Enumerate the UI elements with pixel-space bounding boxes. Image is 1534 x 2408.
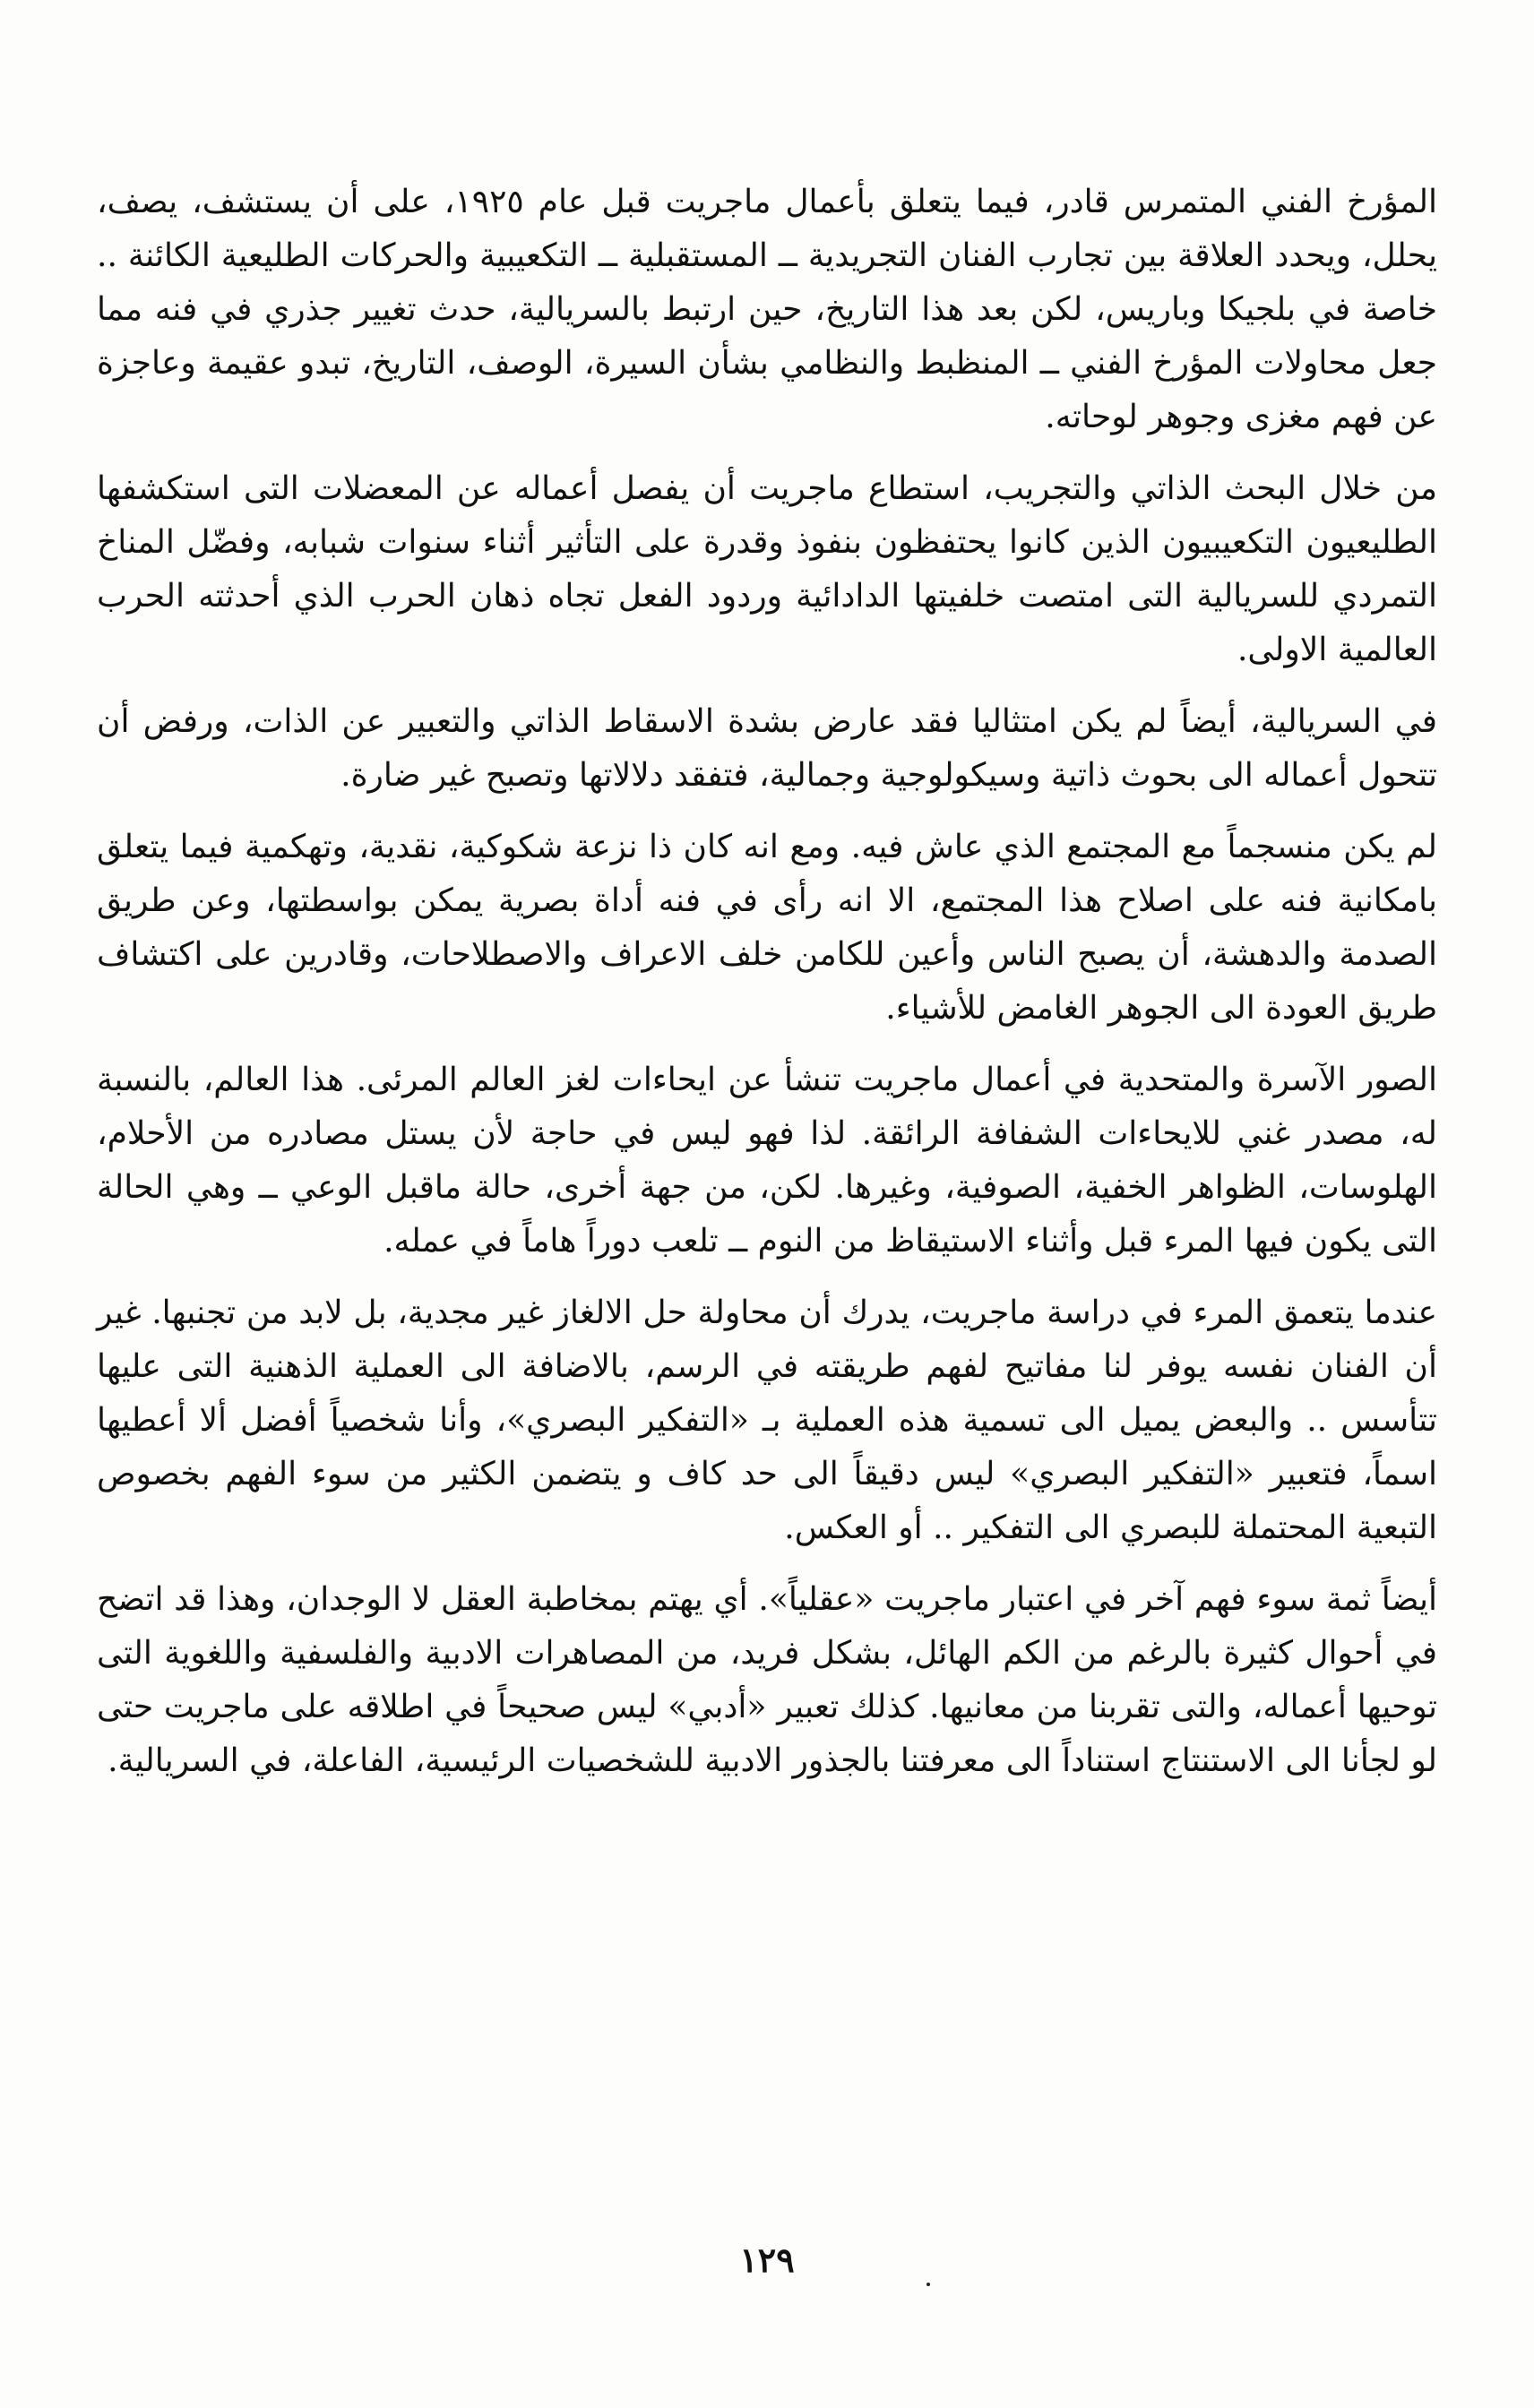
page-number: ١٢٩ xyxy=(739,2240,795,2280)
paragraph-5: الصور الآسرة والمتحدية في أعمال ماجريت تنشأ عن ايحاءات لغز العالم المرئى. هذا العالم، بالنسبة له، مصدر غني للايحاءات الشفافة الرائقة. لذا فهو ليس في حاجة لأن يستل مصادره من الأحلام، الهلوسات، الظواهر الخفية، الصوفية، وغيرها. لكن، من جهة أخرى، حالة ماقبل الوعي ــ وهي الحالة التى يكون فيها المرء قبل وأثناء الاستيقاظ من النوم ــ تلعب دوراً هاماً في عمله. xyxy=(97,1062,1437,1260)
paragraph-1: المؤرخ الفني المتمرس قادر، فيما يتعلق بأعمال ماجريت قبل عام ١٩٢٥، على أن يستشف، يصف، يحلل، ويحدد العلاقة بين تجارب الفنان التجريدية ــ المستقبلية ــ التكعيبية والحركات الطليعية الكائنة .. خاصة في بلجيكا وباريس، لكن بعد هذا التاريخ، حين ارتبط بالسريالية، حدث تغيير جذري في فنه مما جعل محاولات المؤرخ الفني ــ المنظبط والنظامي بشأن السيرة، الوصف، التاريخ، تبدو عقيمة وعاجزة عن فهم مغزى وجوهر لوحاته. xyxy=(97,184,1438,435)
body-text xyxy=(97,176,1437,1806)
paragraph-6: عندما يتعمق المرء في دراسة ماجريت، يدرك أن محاولة حل الالغاز غير مجدية، بل لابد من تجنبها. غير أن الفنان نفسه يوفر لنا مفاتيح لفهم طريقته في الرسم، بالاضافة الى العملية الذهنية التى عليها تتأسس .. والبعض يميل الى تسمية هذه العملية بـ «التفكير البصري»، وأنا شخصياً أفضل ألا أعطيها اسماً، فتعبير «التفكير البصري» ليس دقيقاً الى حد كاف و يتضمن الكثير من سوء الفهم بخصوص التبعية المحتملة للبصري الى التفكير .. أو العكس. xyxy=(97,1294,1438,1546)
paragraph-7: أيضاً ثمة سوء فهم آخر في اعتبار ماجريت «عقلياً». أي يهتم بمخاطبة العقل لا الوجدان، وهذا قد اتضح في أحوال كثيرة بالرغم من الكم الهائل، بشكل فريد، من المصاهرات الادبية والفلسفية واللغوية التى توحيها أعماله، والتى تقربنا من معانيها. كذلك تعبير «أدبي» ليس صحيحاً في اطلاقه على ماجريت حتى لو لجأنا الى الاستنتاج استناداً الى معرفتنا بالجذور الادبية للشخصيات الرئيسية، الفاعلة، في السريالية. xyxy=(97,1581,1438,1779)
scan-speck xyxy=(926,2283,930,2286)
paragraph-4: لم يكن منسجماً مع المجتمع الذي عاش فيه. ومع انه كان ذا نزعة شكوكية، نقدية، وتهكمية فيما يتعلق بامكانية فنه على اصلاح هذا المجتمع، الا انه رأى في فنه أداة بصرية يمكن بواسطتها، وعن طريق الصدمة والدهشة، أن يصبح الناس وأعين للكامن خلف الاعراف والاصطلاحات، وقادرين على اكتشاف طريق العودة الى الجوهر الغامض للأشياء. xyxy=(97,829,1438,1027)
paragraph-2: من خلال البحث الذاتي والتجريب، استطاع ماجريت أن يفصل أعماله عن المعضلات التى استكشفها الطليعيون التكعيبيون الذين كانوا يحتفظون بنفوذ وقدرة على التأثير أثناء سنوات شبابه، وفضّل المناخ التمردي للسريالية التى امتصت خلفيتها الدادائية وردود الفعل تجاه ذهان الحرب الذي أحدثته الحرب العالمية الاولى. xyxy=(97,470,1437,668)
paragraph-3: في السريالية، أيضاً لم يكن امتثاليا فقد عارض بشدة الاسقاط الذاتي والتعبير عن الذات، ورفض أن تتحول أعماله الى بحوث ذاتية وسيكولوجية وجمالية، فتفقد دلالاتها وتصبح غير ضارة. xyxy=(97,703,1437,794)
